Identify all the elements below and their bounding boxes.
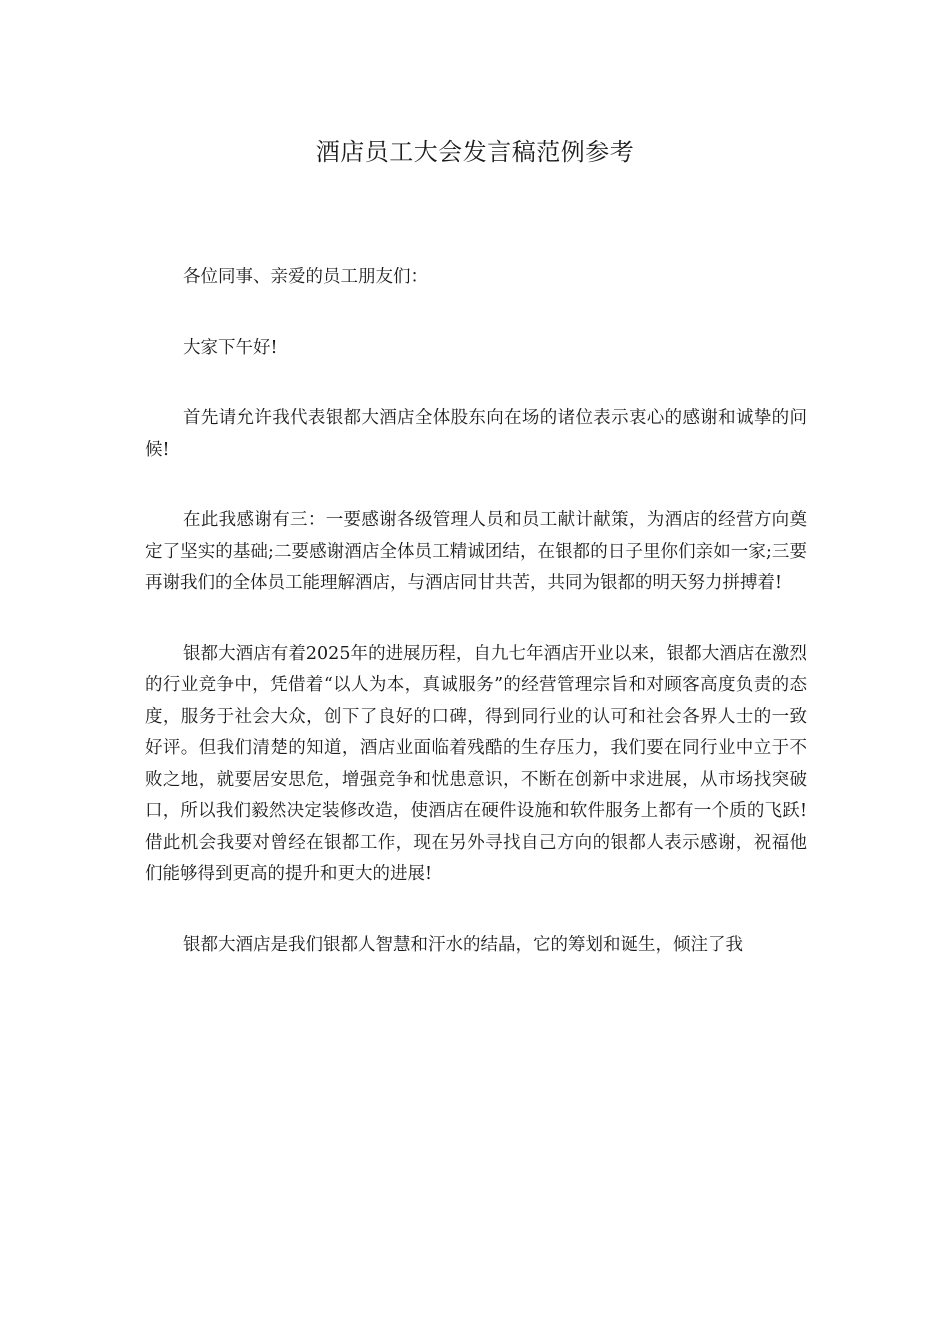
paragraph-thanks: 首先请允许我代表银都大酒店全体股东向在场的诸位表示衷心的感谢和诚挚的问候! [145,408,807,460]
paragraph-salutation: 各位同事、亲爱的员工朋友们： [183,267,428,287]
paragraph-history: 银都大酒店有着2025年的进展历程，自九七年酒店开业以来，银都大酒店在激烈的行业竞争中，凭借着“以人为本，真诚服务”的经营管理宗旨和对顾客高度负责的态度，服务于社会大众，创下了良好的口碑，得到同行业的认可和社会各界人士的一致好评。但我们清楚的知道，酒店业面临着残酷的生存压力，我们要在同行业中立于不败之地，就要居安思危，增强竞争和忧患意识，不断在创新中求进展，从市场找突破口，所以我们毅然决定装修改造，使酒店在硬件设施和软件服务上都有一个质的飞跃!借此机会我要对曾经在银都工作，现在另外寻找自己方向的银都人表示感谢，祝福他们能够得到更高的提升和更大的进展! [145,643,807,884]
paragraph-closing-start: 银都大酒店是我们银都人智慧和汗水的结晶，它的筹划和诞生，倾注了我 [183,934,743,955]
document-body [145,262,807,1000]
document-title: 酒店员工大会发言稿范例参考 [315,138,635,166]
paragraph-three-thanks: 在此我感谢有三：一要感谢各级管理人员和员工献计献策，为酒店的经营方向奠定了坚实的基础;二要感谢酒店全体员工精诚团结，在银都的日子里你们亲如一家;三要再谢我们的全体员工能理解酒店，与酒店同甘共苦，共同为银都的明天努力拼搏着! [145,510,807,593]
paragraph-greeting: 大家下午好! [183,337,278,358]
